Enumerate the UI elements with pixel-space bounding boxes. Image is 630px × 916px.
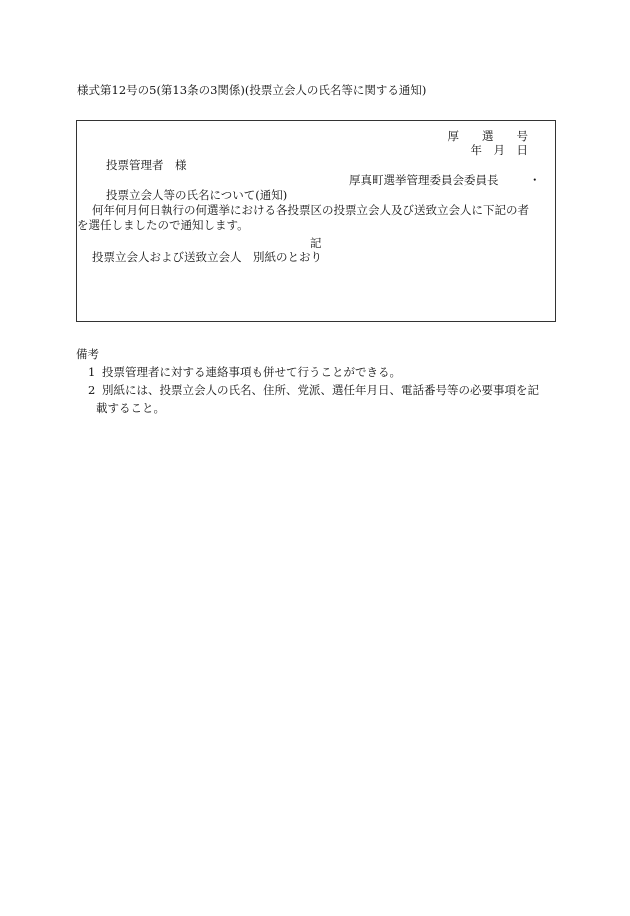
remark-note-2-continuation: 載すること。 [96,401,165,415]
form-title: 様式第12号の5(第13条の3関係)(投票立会人の氏名等に関する通知) [77,83,427,97]
remark-note-1 [88,364,401,380]
document-number: 厚 選 号 [447,129,528,143]
addressee: 投票管理者 様 [106,158,187,172]
remarks-heading: 備考 [76,347,99,361]
remark-note-text: 投票管理者に対する連絡事項も併せて行うことができる。 [102,365,401,379]
ki-heading: 記 [310,236,322,250]
remark-note-2 [88,382,539,398]
notice-item: 投票立会人および送致立会人 別紙のとおり [92,250,322,264]
notice-body-line-1: 何年何月何日執行の何選挙における各投票区の投票立会人及び送致立会人に下記の者 [92,203,529,217]
notice-box [76,120,556,322]
remark-note-number: 2 [88,383,96,397]
remark-note-text: 別紙には、投票立会人の氏名、住所、党派、選任年月日、電話番号等の必要事項を記 [102,383,539,397]
seal-mark: ・ [529,173,541,187]
notice-subject: 投票立会人等の氏名について(通知) [106,188,288,202]
remark-note-number: 1 [88,365,96,379]
sender-name: 厚真町選挙管理委員会委員長 [349,173,499,187]
document-date: 年 月 日 [470,143,528,157]
notice-body-line-2: を選任しましたので通知します。 [77,218,249,232]
